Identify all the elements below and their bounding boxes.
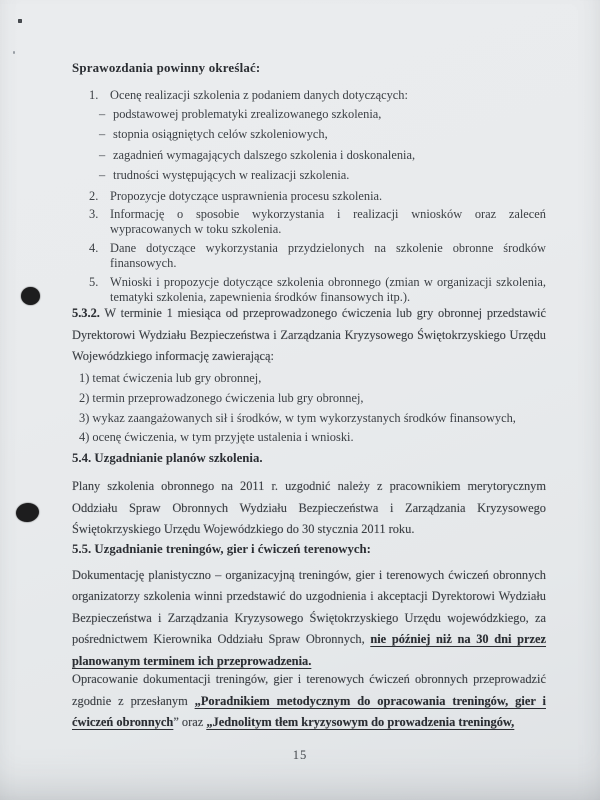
sublist-item <box>99 168 546 183</box>
paragraph-text: ” oraz <box>173 715 207 729</box>
list-item-text: Propozycje dotyczące usprawnienia procesu szkolenia. <box>110 188 383 203</box>
paragraph-text: W terminie 1 miesiąca od przeprowadzonego ćwiczenia lub gry obronnej przedstawić Dyrektorowi Wydziału Bezpieczeństwa i Zarządzania Kryzysowego Świętokrzyskiego Urzędu Wojewódzkiego informację zawierającą: <box>72 306 546 363</box>
paragraph-5-5-second <box>72 669 546 734</box>
enumerated-item: 1) temat ćwiczenia lub gry obronnej, <box>79 371 262 385</box>
paragraph-5-4: Plany szkolenia obronnego na 2011 r. uzgodnić należy z pracownikiem merytorycznym Oddziału Spraw Obronnych Wydziału Bezpieczeństwa i Zarządzania Kryzysowego Świętokrzyskiego Urzędu Wojewódzkiego do 30 stycznia 2011 roku. <box>72 479 546 536</box>
paragraph-5-3-2 <box>72 303 546 368</box>
sublist-item-text: podstawowej problematyki zrealizowanego szkolenia, <box>113 106 382 121</box>
enumerated-item: 2) termin przeprowadzonego ćwiczenia lub gry obronnej, <box>79 390 364 405</box>
sublist-item-text: zagadnień wymagających dalszego szkolenia i doskonalenia, <box>113 147 416 162</box>
list-item-text: Informację o sposobie wykorzystania i realizacji wniosków oraz zaleceń wypracowanych w toku szkolenia. <box>110 207 546 237</box>
list-item-text: Dane dotyczące wykorzystania przydzielonych na szkolenie obronne środków finansowych. <box>110 241 546 271</box>
sublist-item-text: trudności występujących w realizacji szkolenia. <box>113 168 350 183</box>
list-item-text: Ocenę realizacji szkolenia z podaniem danych dotyczących: <box>110 88 408 102</box>
dash-marker: – <box>99 106 106 121</box>
dash-sublist <box>72 107 546 183</box>
dash-marker: – <box>99 127 106 142</box>
paragraph-number-label: 5.3.2. <box>72 306 100 320</box>
list-item-number: 4. <box>89 241 99 256</box>
bold-underlined-title: „Jednolitym tłem kryzysowym do prowadzenia treningów, <box>206 715 515 729</box>
list-item-number: 3. <box>89 207 99 222</box>
paragraph-5-5-first <box>72 565 546 672</box>
list-item-text: Wnioski i propozycje dotyczące szkolenia obronnego (zmian w organizacji szkolenia, tematyki szkolenia, zapewnienia środków finansowych itp.). <box>110 275 546 304</box>
list-item-number: 2. <box>89 188 99 203</box>
section-heading: Sprawozdania powinny określać: <box>72 61 261 75</box>
list-item <box>72 189 546 204</box>
section-heading-5-5: 5.5. Uzgadnianie treningów, gier i ćwiczeń terenowych: <box>72 542 371 556</box>
enumerated-items <box>72 369 553 448</box>
list-item <box>72 241 546 271</box>
bold-underlined-title: „Poradnikiem metodycznym do opracowania treningów, gier i ćwiczeń obronnych <box>72 693 546 729</box>
page-number: 15 <box>292 748 308 762</box>
bold-underlined-phrase: nie później niż na 30 dni przez planowanym terminem ich przeprowadzenia. <box>72 632 547 668</box>
dash-marker: – <box>99 168 106 183</box>
sublist-item <box>99 148 546 163</box>
section-heading-5-4: 5.4. Uzgadnianie planów szkolenia. <box>72 451 263 465</box>
list-item <box>72 88 546 103</box>
punch-hole-mark <box>15 501 40 523</box>
enumerated-item: 4) ocenę ćwiczenia, w tym przyjęte ustalenia i wnioski. <box>79 430 354 445</box>
ink-speck <box>13 51 15 54</box>
list-item <box>72 275 546 305</box>
paragraph-text: Dokumentację planistyczno – organizacyjną treningów, gier i terenowych ćwiczeń obronnych organizatorzy szkolenia winni przedstawić do uzgodnienia i akceptacji Dyrektorowi Wydziału Bezpieczeństwa i Zarządzania Kryzysowego Świętokrzyskiego Urzędu wojewódzkiego, za pośrednictwem Kierownika Oddziału Spraw Obronnych, <box>72 568 546 647</box>
list-item-number: 1. <box>89 88 99 102</box>
ink-speck <box>18 19 22 23</box>
paragraph-text: Opracowanie dokumentacji treningów, gier i terenowych ćwiczeń obronnych przeprowadzić zgodnie z przesłanym <box>72 672 546 708</box>
sublist-item-text: stopnia osiągniętych celów szkoleniowych, <box>113 127 328 142</box>
list-item <box>72 207 546 237</box>
sublist-item <box>99 107 546 122</box>
sublist-item <box>99 127 546 142</box>
numbered-list <box>72 88 546 309</box>
punch-hole-mark <box>21 287 40 305</box>
dash-marker: – <box>99 147 106 162</box>
enumerated-item: 3) wykaz zaangażowanych sił i środków, w tym wykorzystanych środków finansowych, <box>79 410 516 425</box>
list-item-number: 5. <box>89 275 99 290</box>
